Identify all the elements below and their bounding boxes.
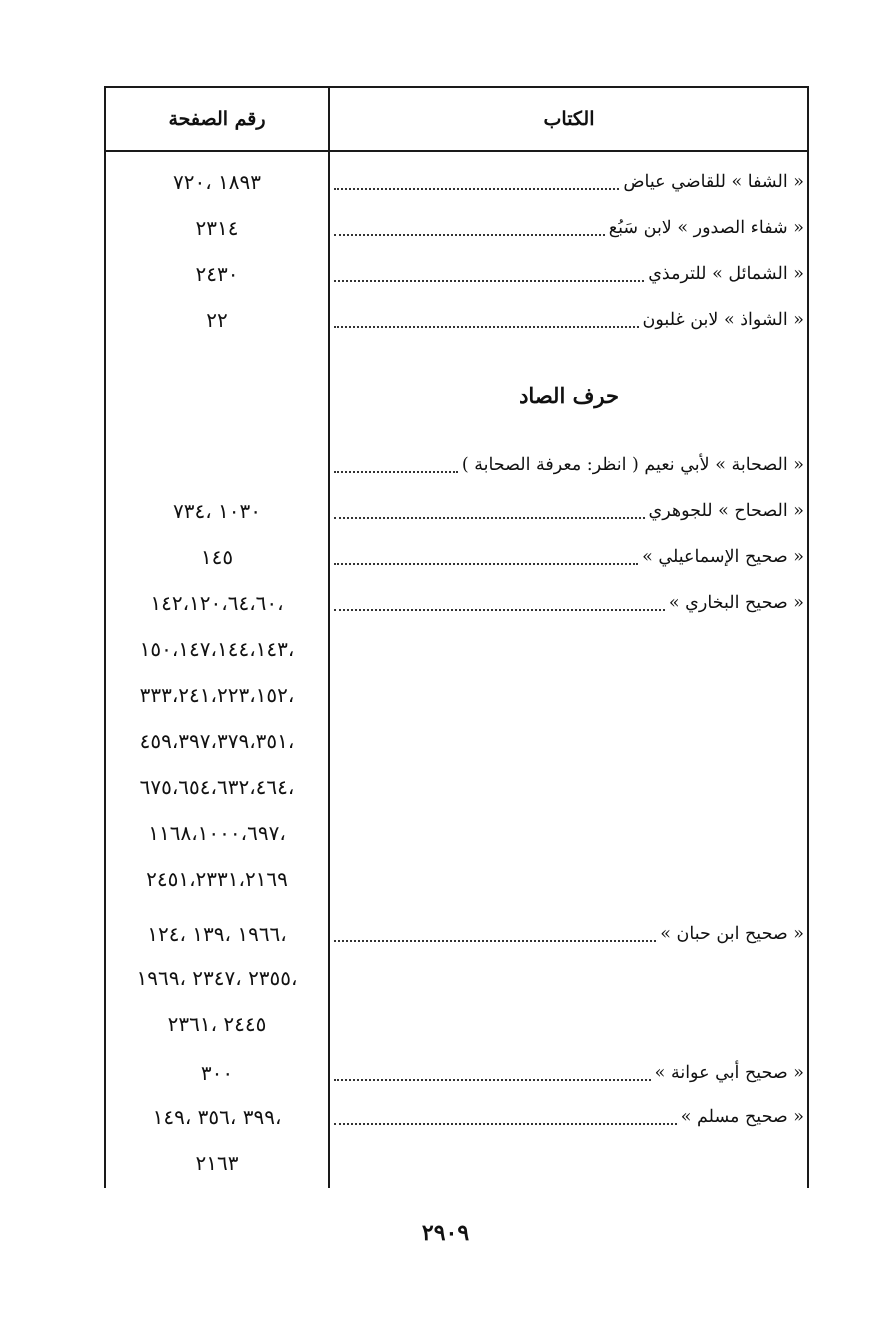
leader-dots [334, 188, 619, 190]
entry-pages: ٢٣١٤ [195, 216, 239, 240]
index-entry [0, 1094, 891, 1140]
index-entry [0, 534, 891, 580]
leader-dots [334, 517, 645, 519]
entry-pages: ٢٢ [206, 308, 228, 332]
entry-pages: ،٣٩٩ ،٣٥٦ ،١٤٩ [152, 1105, 282, 1129]
entry-title: « الصحاح » للجوهري [648, 501, 804, 521]
index-entry [0, 205, 891, 251]
leader-dots [334, 940, 656, 942]
entry-title: « صحيح مسلم » [680, 1107, 804, 1127]
entry-pages: ٢١٦٣ [195, 1151, 239, 1175]
index-entry [0, 251, 891, 297]
entry-pages: ١٤٥ [200, 545, 234, 569]
entry-pages: ،١٥٠،١٤٧،١٤٤،١٤٣ [139, 637, 295, 661]
entry-pages: ،٦٧٥،٦٥٤،٦٣٢،٤٦٤ [139, 775, 295, 799]
entry-pages: ٢٤٣٠ [195, 262, 239, 286]
index-entry-continuation [0, 626, 891, 672]
entry-pages: ،١٩٦٦ ،١٣٩ ،١٢٤ [147, 922, 287, 946]
leader-dots [334, 1079, 651, 1081]
leader-dots [334, 563, 638, 565]
index-entry [0, 442, 891, 488]
entry-title: « الشفا » للقاضي عياض [623, 172, 804, 192]
entry-pages: ٢٤٥١،٢٣٣١،٢١٦٩ [146, 867, 288, 891]
index-entry [0, 1050, 891, 1096]
entry-title: « شفاء الصدور » لابن سَبُع [608, 218, 804, 238]
leader-dots [334, 609, 665, 611]
index-entry [0, 159, 891, 205]
page-number: ٢٩٠٩ [421, 1220, 470, 1246]
leader-dots [334, 471, 458, 473]
entry-title: « الشمائل » للترمذي [648, 264, 804, 284]
leader-dots [334, 1123, 677, 1125]
index-entry-continuation [0, 1001, 891, 1047]
header-bottom-border [104, 150, 809, 152]
entry-pages: ،٤٥٩،٣٩٧،٣٧٩،٣٥١ [139, 729, 295, 753]
index-entry-continuation [0, 955, 891, 1001]
leader-dots [334, 326, 639, 328]
entry-title: « صحيح البخاري » [668, 593, 804, 613]
entry-pages: ٣٠٠ [200, 1061, 234, 1085]
entry-pages: ،١١٦٨،١٠٠٠،٦٩٧ [148, 821, 286, 845]
entry-pages: ،٣٣٣،٢٤١،٢٢٣،١٥٢ [139, 683, 295, 707]
entry-pages [105, 442, 329, 488]
entry-pages: ،٢٣٥٥ ،٢٣٤٧ ،١٩٦٩ [136, 966, 298, 990]
index-entry-continuation [0, 718, 891, 764]
entry-title: « الصحابة » لأبي نعيم ( انظر: معرفة الصحابة ) [461, 455, 804, 475]
index-entry-continuation [0, 810, 891, 856]
entry-pages: ١٠٣٠ ،٧٣٤ [173, 499, 262, 523]
leader-dots [334, 280, 644, 282]
index-entry [0, 297, 891, 343]
leader-dots [334, 234, 605, 236]
index-entry-continuation [0, 672, 891, 718]
index-entry-continuation [0, 856, 891, 902]
column-header-page-number: رقم الصفحة [168, 108, 266, 130]
entry-pages: ٢٤٤٥ ،٢٣٦١ [167, 1012, 267, 1036]
column-header-book: الكتاب [543, 108, 595, 130]
entry-title: « صحيح الإسماعيلي » [642, 547, 804, 567]
section-heading: حرف الصاد [519, 382, 619, 408]
index-entry-continuation [0, 764, 891, 810]
index-entry [0, 580, 891, 626]
entry-title: « الشواذ » لابن غلبون [642, 310, 804, 330]
index-entry [0, 488, 891, 534]
index-entry-continuation [0, 1140, 891, 1186]
entry-title: « صحيح ابن حبان » [660, 924, 804, 944]
entry-pages: ،١٤٢،١٢٠،٦٤،٦٠ [150, 591, 284, 615]
index-entry [0, 911, 891, 957]
entry-title: « صحيح أبي عوانة » [654, 1063, 804, 1083]
entry-pages: ١٨٩٣ ،٧٢٠ [173, 170, 262, 194]
